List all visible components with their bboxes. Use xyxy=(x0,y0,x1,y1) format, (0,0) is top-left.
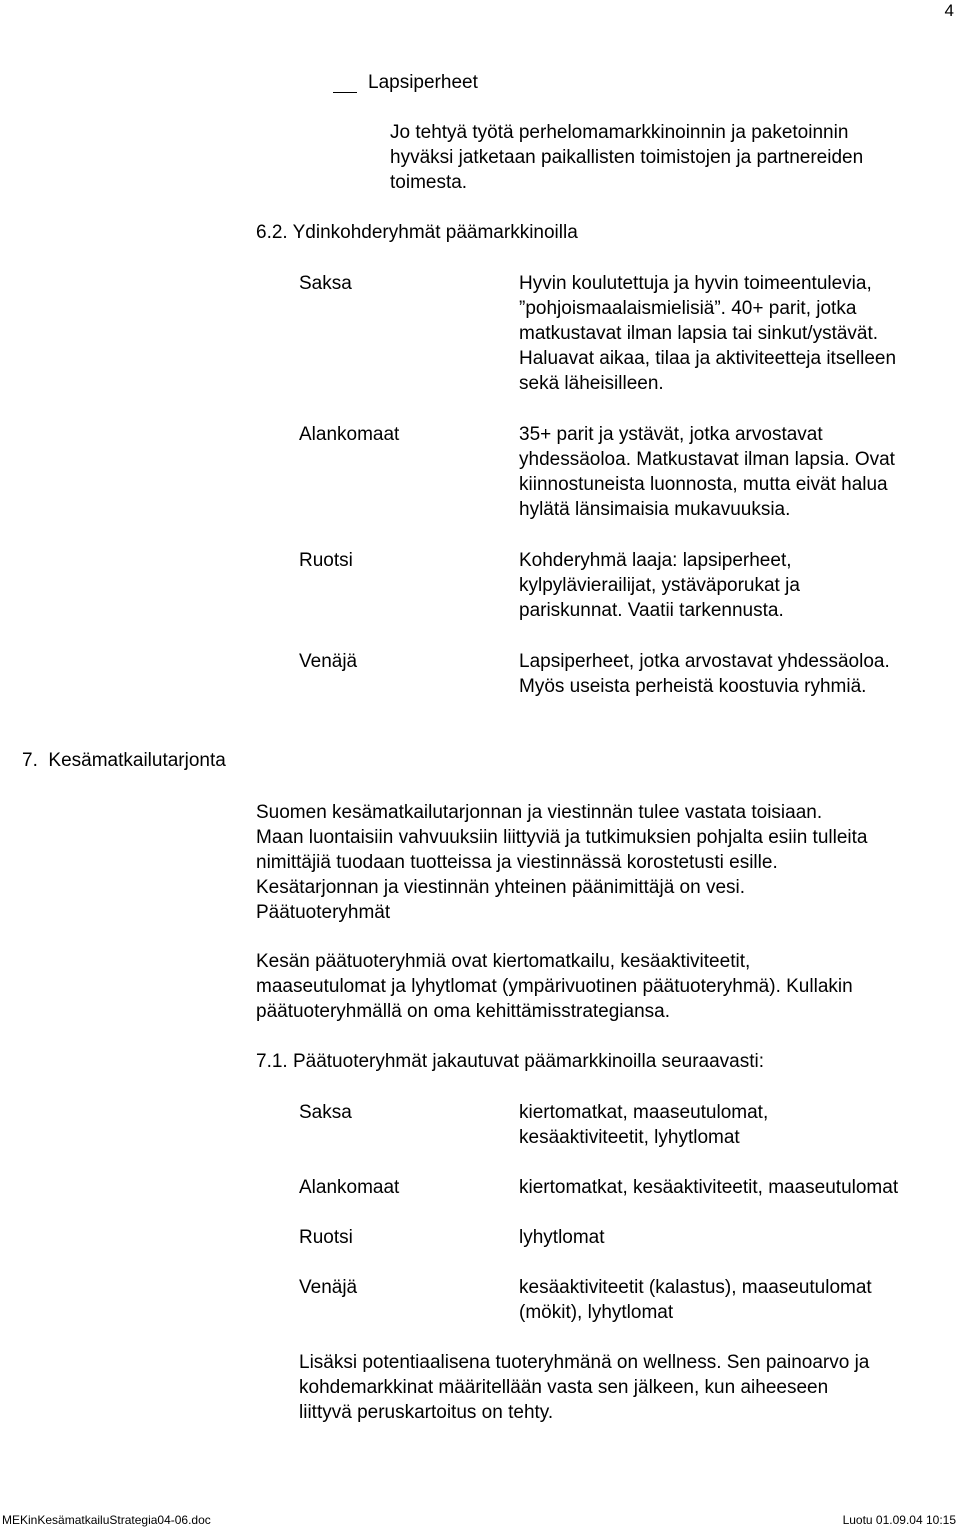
product-country-ruotsi: Ruotsi xyxy=(299,1227,353,1248)
dash-bullet-icon xyxy=(333,92,357,93)
text-line: Suomen kesämatkailutarjonnan ja viestinnän tulee vastata toisiaan. xyxy=(256,802,823,823)
text-line: kesäaktiviteetit, lyhytlomat xyxy=(519,1127,740,1148)
text-line: liittyvä peruskartoitus on tehty. xyxy=(299,1402,554,1423)
product-groups-alankomaat xyxy=(519,1175,898,1200)
product-country-saksa: Saksa xyxy=(299,1102,352,1123)
text-line: Päätuoteryhmät xyxy=(256,902,391,923)
text-line: Maan luontaisiin vahvuuksiin liittyviä ja tutkimuksien pohjalta esiin tulleita xyxy=(256,827,868,848)
market-country-venaja: Venäjä xyxy=(299,651,358,672)
page-number: 4 xyxy=(944,1,954,20)
market-description-ruotsi xyxy=(519,548,800,623)
product-country-venaja: Venäjä xyxy=(299,1277,358,1298)
text-line: kohdemarkkinat määritellään vasta sen jälkeen, kun aiheeseen xyxy=(299,1377,829,1398)
product-groups-ruotsi xyxy=(519,1225,605,1250)
section-7-groups xyxy=(256,949,853,1024)
section-7-1-heading: 7.1. Päätuoteryhmät jakautuvat päämarkkinoilla seuraavasti: xyxy=(256,1051,764,1072)
text-line: Jo tehtyä työtä perhelomamarkkinoinnin ja paketoinnin xyxy=(390,122,849,143)
market-description-venaja xyxy=(519,649,890,699)
text-line: Kesätarjonnan ja viestinnän yhteinen päänimittäjä on vesi. xyxy=(256,877,746,898)
market-description-alankomaat xyxy=(519,422,895,522)
text-line: (mökit), lyhytlomat xyxy=(519,1302,674,1323)
market-country-saksa: Saksa xyxy=(299,273,352,294)
wellness-note xyxy=(299,1350,869,1425)
lapsiperheet-heading: Lapsiperheet xyxy=(368,72,478,93)
text-line: yhdessäoloa. Matkustavat ilman lapsia. Ovat xyxy=(519,449,895,470)
text-line: maaseutulomat ja lyhytlomat (ympärivuotinen päätuoteryhmä). Kullakin xyxy=(256,976,853,997)
product-country-alankomaat: Alankomaat xyxy=(299,1177,400,1198)
product-groups-saksa xyxy=(519,1100,768,1150)
text-line: Lisäksi potentiaalisena tuoteryhmänä on wellness. Sen painoarvo ja xyxy=(299,1352,870,1373)
text-line: ”pohjoismaalaismielisiä”. 40+ parit, jotka xyxy=(519,298,857,319)
text-line: Haluavat aikaa, tilaa ja aktiviteetteja itselleen xyxy=(519,348,897,369)
text-line: Hyvin koulutettuja ja hyvin toimeentulevia, xyxy=(519,273,872,294)
text-line: kylpylävierailijat, ystäväporukat ja xyxy=(519,575,800,596)
text-line: Kohderyhmä laaja: lapsiperheet, xyxy=(519,550,792,571)
text-line: matkustavat ilman lapsia tai sinkut/ystävät. xyxy=(519,323,879,344)
footer-created: Luotu 01.09.04 10:15 xyxy=(842,1513,956,1527)
market-country-ruotsi: Ruotsi xyxy=(299,550,353,571)
text-line: Lapsiperheet, jotka arvostavat yhdessäoloa. xyxy=(519,651,890,672)
text-line: 35+ parit ja ystävät, jotka arvostavat xyxy=(519,424,823,445)
text-line: kesäaktiviteetit (kalastus), maaseutulomat xyxy=(519,1277,872,1298)
market-country-alankomaat: Alankomaat xyxy=(299,424,400,445)
section-7-intro xyxy=(256,800,867,925)
text-line: kiertomatkat, maaseutulomat, xyxy=(519,1102,769,1123)
text-line: kiinnostuneista luonnosta, mutta eivät halua xyxy=(519,474,888,495)
text-line: Kesän päätuoteryhmiä ovat kiertomatkailu, kesäaktiviteetit, xyxy=(256,951,751,972)
section-7-heading: 7. Kesämatkailutarjonta xyxy=(22,750,226,771)
text-line: lyhytlomat xyxy=(519,1227,605,1248)
market-description-saksa xyxy=(519,271,896,396)
footer-filename: MEKinKesämatkailuStrategia04-06.doc xyxy=(2,1513,211,1527)
product-groups-venaja xyxy=(519,1275,872,1325)
text-line: hyväksi jatketaan paikallisten toimistojen ja partnereiden xyxy=(390,147,864,168)
text-line: nimittäjiä tuodaan tuotteissa ja viestinnässä korostetusti esille. xyxy=(256,852,778,873)
section-6-2-heading: 6.2. Ydinkohderyhmät päämarkkinoilla xyxy=(256,222,578,243)
text-line: Myös useista perheistä koostuvia ryhmiä. xyxy=(519,676,867,697)
lapsiperheet-body xyxy=(390,120,863,195)
text-line: kiertomatkat, kesäaktiviteetit, maaseutulomat xyxy=(519,1177,899,1198)
text-line: toimesta. xyxy=(390,172,468,193)
text-line: pariskunnat. Vaatii tarkennusta. xyxy=(519,600,784,621)
text-line: päätuoteryhmällä on oma kehittämisstrategiansa. xyxy=(256,1001,671,1022)
text-line: hylätä länsimaisia mukavuuksia. xyxy=(519,499,791,520)
text-line: sekä läheisilleen. xyxy=(519,373,664,394)
